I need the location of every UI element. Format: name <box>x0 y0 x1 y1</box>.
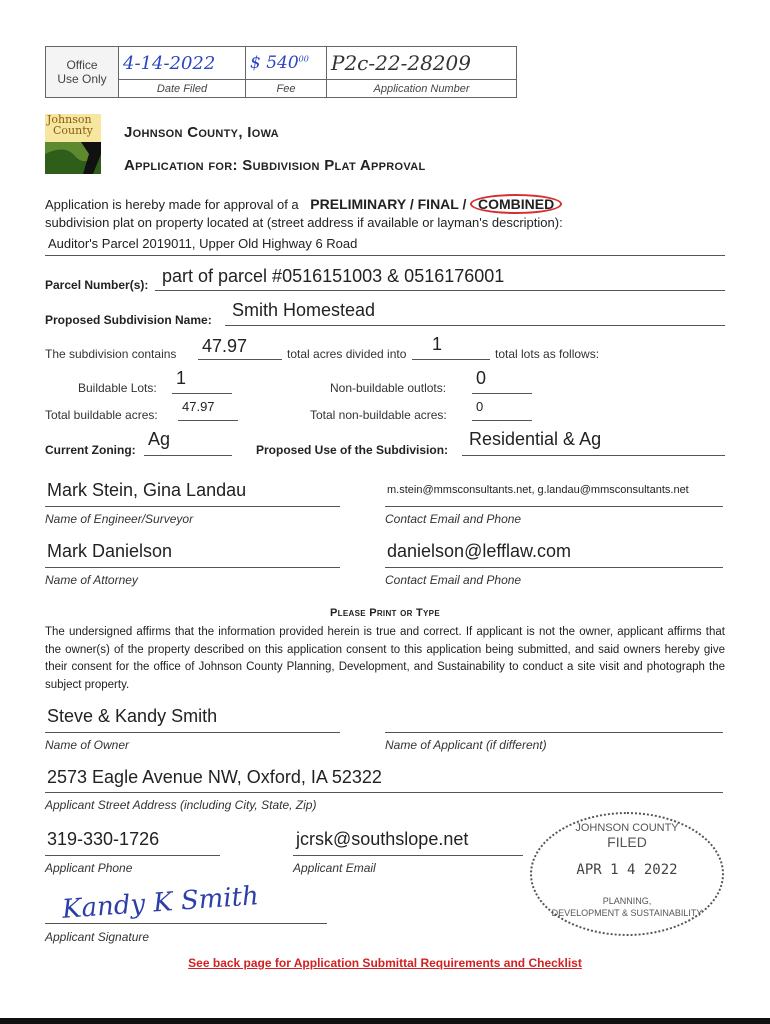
owner-line <box>45 732 340 733</box>
applicant-address-value: 2573 Eagle Avenue NW, Oxford, IA 52322 <box>47 767 382 787</box>
attorney-contact-line <box>385 567 723 568</box>
engineer-label: Name of Engineer/Surveyor <box>45 512 194 526</box>
buildable-acres-value: 47.97 <box>182 399 215 414</box>
applicant-name-label: Name of Applicant (if different) <box>385 738 547 752</box>
applicant-phone-value: 319-330-1726 <box>47 829 160 849</box>
attorney-line <box>45 567 340 568</box>
buildable-lots-line <box>172 393 232 394</box>
total-acres-value: 47.97 <box>202 336 248 356</box>
zoning-label: Current Zoning: <box>45 443 136 457</box>
intro-prefix: Application is hereby made for approval of a <box>45 197 299 212</box>
applicant-address-label: Applicant Street Address (including City, State, Zip) <box>45 798 317 812</box>
selected-plat-type: COMBINED <box>470 194 562 214</box>
scan-bottom-edge <box>0 1018 770 1024</box>
attorney-contact-label: Contact Email and Phone <box>385 573 522 587</box>
app-number-cell <box>327 47 517 80</box>
applicant-signature-value: Kandy K Smith <box>61 881 260 925</box>
applicant-name-line <box>385 732 723 733</box>
buildable-lots-value: 1 <box>176 368 187 388</box>
applicant-email-value: jcrsk@southslope.net <box>296 829 469 849</box>
buildable-acres-line <box>178 420 238 421</box>
fee-cell <box>246 47 327 80</box>
logo-text <box>47 114 93 136</box>
nonbuildable-outlots-value: 0 <box>476 368 487 388</box>
intro-line-2: subdivision plat on property located at (street address if available or layman's description): <box>45 215 563 230</box>
use-line <box>462 455 725 456</box>
stamp-dept-2: DEVELOPMENT & SUSTAINABILITY <box>551 908 703 918</box>
parcel-line <box>155 290 725 291</box>
county-title: Johnson County, Iowa <box>124 124 279 141</box>
attorney-contact-value: danielson@lefflaw.com <box>387 541 572 561</box>
signature-line <box>45 923 327 924</box>
owner-label: Name of Owner <box>45 738 130 752</box>
fee-label: Fee <box>246 80 327 98</box>
buildable-acres-label: Total buildable acres: <box>45 408 158 422</box>
fee-cents: 00 <box>298 54 309 64</box>
owner-value: Steve & Kandy Smith <box>47 706 218 726</box>
buildable-lots-label: Buildable Lots: <box>78 381 157 395</box>
stamp-filed: FILED <box>607 834 647 850</box>
stamp-dept-1: PLANNING, <box>602 896 652 906</box>
parcel-label: Parcel Number(s): <box>45 278 149 292</box>
logo-text-2: County <box>53 124 93 137</box>
contains-label: The subdivision contains <box>45 347 177 361</box>
use-label: Proposed Use of the Subdivision: <box>256 443 449 457</box>
office-use-box <box>45 46 517 98</box>
logo-text-1: Johnson <box>47 113 92 126</box>
nonbuildable-acres-value: 0 <box>476 399 484 414</box>
nonbuildable-acres-label: Total non-buildable acres: <box>310 408 447 422</box>
lots-label: total lots as follows: <box>495 347 600 361</box>
app-number-label: Application Number <box>327 80 517 98</box>
date-filed-value: 4-14-2022 <box>123 52 216 74</box>
subdivision-line <box>225 325 725 326</box>
intro-line-1 <box>45 196 562 212</box>
app-number-value: P2c-22-28209 <box>331 51 471 76</box>
stamp-county: JOHNSON COUNTY <box>575 822 679 834</box>
office-label-1: Office <box>66 58 98 72</box>
address-line <box>45 255 725 256</box>
print-or-type-heading: Please Print or Type <box>330 607 440 619</box>
total-lots-value: 1 <box>432 334 443 354</box>
stamp-date: APR 1 4 2022 <box>576 862 678 878</box>
applicant-phone-label: Applicant Phone <box>45 861 133 875</box>
zoning-line <box>144 455 232 456</box>
divided-label: total acres divided into <box>287 347 407 361</box>
date-filed-label: Date Filed <box>119 80 246 98</box>
engineer-value: Mark Stein, Gina Landau <box>47 480 247 500</box>
nonbuildable-acres-line <box>472 420 532 421</box>
nonbuildable-outlots-line <box>472 393 532 394</box>
subdivision-value: Smith Homestead <box>232 300 376 320</box>
engineer-line <box>45 506 340 507</box>
total-lots-line <box>412 359 490 360</box>
use-value: Residential & Ag <box>469 429 602 449</box>
zoning-value: Ag <box>148 429 171 449</box>
office-label-2: Use Only <box>57 72 107 86</box>
applicant-address-line <box>45 792 723 793</box>
total-acres-line <box>198 359 282 360</box>
property-address: Auditor's Parcel 2019011, Upper Old Highway 6 Road <box>48 236 358 251</box>
applicant-phone-line <box>45 855 220 856</box>
signature-label: Applicant Signature <box>45 930 150 944</box>
engineer-contact-label: Contact Email and Phone <box>385 512 522 526</box>
county-logo <box>45 114 101 174</box>
office-use-label <box>46 47 119 98</box>
parcel-value: part of parcel #0516151003 & 0516176001 <box>162 266 505 286</box>
fee-value: $ 540 <box>250 53 299 74</box>
applicant-email-line <box>293 855 523 856</box>
nonbuildable-outlots-label: Non-buildable outlots: <box>330 381 447 395</box>
form-title: Application for: Subdivision Plat Approval <box>124 157 426 174</box>
applicant-email-label: Applicant Email <box>293 861 376 875</box>
date-filed-cell <box>119 47 246 80</box>
plat-types: PRELIMINARY / FINAL / <box>310 196 467 212</box>
submittal-requirements-link[interactable]: See back page for Application Submittal Requirements and Checklist <box>188 956 582 970</box>
attorney-label: Name of Attorney <box>45 573 138 587</box>
subdivision-label: Proposed Subdivision Name: <box>45 313 212 327</box>
filed-stamp <box>530 812 724 936</box>
attorney-value: Mark Danielson <box>47 541 173 561</box>
engineer-contact-line <box>385 506 723 507</box>
engineer-contact-value: m.stein@mmsconsultants.net, g.landau@mmsconsultants.net <box>387 484 689 496</box>
affirmation-text: The undersigned affirms that the information provided herein is true and correct. If applicant is not the owner, applicant affirms that the owner(s) of the property described on this application consent to this application being submitted, and said owners hereby give their consent for the office of Johnson County Planning, Development, and Sustainability to conduct a site visit and photograph the subject property. <box>45 626 725 691</box>
